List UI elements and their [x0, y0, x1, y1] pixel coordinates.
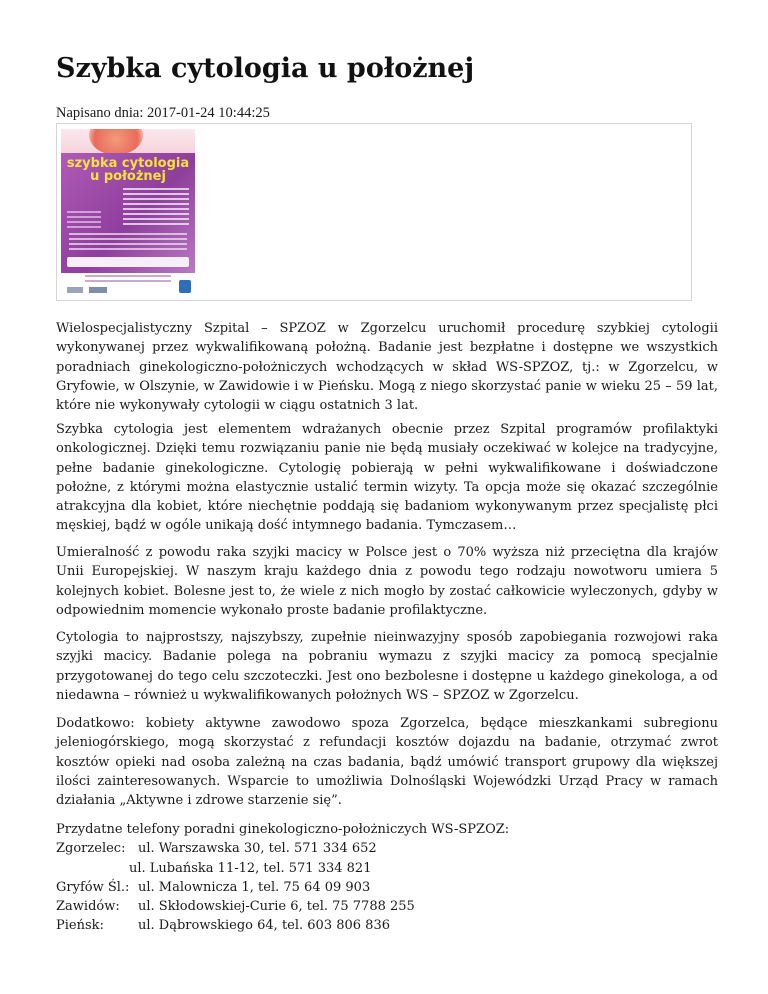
phone-city: Zawidów: — [56, 899, 120, 915]
phone-row — [56, 897, 718, 916]
poster-image — [61, 129, 195, 295]
poster-title — [65, 157, 191, 183]
paragraph-5: Dodatkowo: kobiety aktywne zawodowo spoza Zgorzelca, będące mieszkankami subregionu jeleniogórskiego, mogą skorzystać z refundacji kosztów dojazdu na badanie, otrzymać zwrot kosztów opieki nad osoba zależną na czas badania, bądź umówić transport grupowy dla większej ilości zainteresowanych. Wsparcie to umożliwia Dolnośląski Wojewódzki Urząd Pracy w ramach działania „Aktywne i zdrowe starzenie się”. — [56, 716, 718, 809]
phone-row — [56, 839, 718, 858]
paragraph-3: Umieralność z powodu raka szyjki macicy w Polsce jest o 70% wyższa niż przeciętna dla krajów Unii Europejskiej. W naszym kraju każdego dnia z powodu tego rodzaju nowotworu umiera 5 kolejnych kobiet. Bolesne jest to, że wiele z nich mogło by zostać całkowicie wyleczonych, gdyby w odpowiednim momencie wykonało proste badanie profilaktyczne. — [56, 545, 718, 618]
phone-city: Gryfów Śl.: — [56, 879, 130, 895]
page-title: Szybka cytologia u położnej — [56, 53, 475, 84]
poster-title-line2: u położnej — [90, 169, 166, 184]
poster-side-text — [67, 211, 101, 231]
poster-title-line1: szybka cytologia — [66, 156, 190, 171]
article-image-frame — [56, 123, 692, 301]
phone-address: ul. Dąbrowskiego 64, tel. 603 806 836 — [138, 918, 390, 934]
post-date: Napisano dnia: 2017-01-24 10:44:25 — [56, 105, 270, 121]
poster-info-box — [67, 257, 189, 267]
poster-text-block — [123, 188, 189, 228]
phone-row — [56, 878, 718, 897]
phone-address: ul. Malownicza 1, tel. 75 64 09 903 — [138, 879, 371, 895]
paragraph-4: Cytologia to najprostszy, najszybszy, zupełnie nieinwazyjny sposób zapobiegania rozwojowi raka szyjki macicy. Badanie polega na pobraniu wymazu z szyjki macicy za pomocą specjalnie przygotowanej do tego celu szczoteczki. Jest ono bezbolesne i dostępne u każdego ginekologa, a od niedawna – również u wykwalifikowanych położnych WS – SPZOZ w Zgorzelcu. — [56, 630, 718, 703]
paragraph-1: Wielospecjalistyczny Szpital – SPZOZ w Zgorzelcu uruchomił procedurę szybkiej cytologii wykonywanej przez wykwalifikowaną położną. Badanie jest bezpłatne i dostępne we wszystkich poradniach ginekologiczno-położniczych wchodzących w skład WS-SPZOZ, tj.: w Zgorzelcu, w Gryfowie, w Olszynie, w Zawidowie i w Pieńsku. Mogą z niego skorzystać panie w wieku 25 – 59 lat, które nie wykonywały cytologii w ciągu ostatnich 3 lat. — [56, 321, 718, 414]
phone-row — [56, 916, 718, 935]
phone-list-heading: Przydatne telefony poradni ginekologiczno-położniczych WS-SPZOZ: — [56, 822, 510, 837]
poster-eu-logo-icon — [89, 287, 107, 293]
poster-footer-text — [67, 275, 189, 285]
paragraph-2: Szybka cytologia jest elementem wdrażanych obecnie przez Szpital programów profilaktyki onkologicznej. Dzięki temu rozwiązaniu panie nie będą musiały oczekiwać w kolejce na tradycyjne, pełne badanie ginekologiczne. Cytologię pobierają w pełni wykwalifikowane i doświadczone położne, z którymi można elastycznie ustalić termin wizyty. Ta opcja może się okazać szczególnie atrakcyjna dla kobiet, które niechętnie poddają się badaniom wykonywanym przez specjalistę płci męskiej, bądź w ogóle unikają dość intymnego badania. Tymczasem… — [56, 422, 718, 534]
phone-address: ul. Lubańska 11-12, tel. 571 334 821 — [129, 860, 372, 876]
phone-list — [56, 820, 718, 936]
poster-hospital-logo-icon — [179, 280, 191, 293]
poster-body-text — [69, 233, 187, 253]
phone-address: ul. Warszawska 30, tel. 571 334 652 — [138, 841, 377, 857]
phone-address: ul. Skłodowskiej-Curie 6, tel. 75 7788 255 — [138, 899, 415, 915]
poster-logo-icon — [67, 287, 83, 293]
phone-city: Pieńsk: — [56, 918, 104, 934]
phone-row — [56, 859, 718, 878]
phone-city: Zgorzelec: — [56, 841, 126, 857]
